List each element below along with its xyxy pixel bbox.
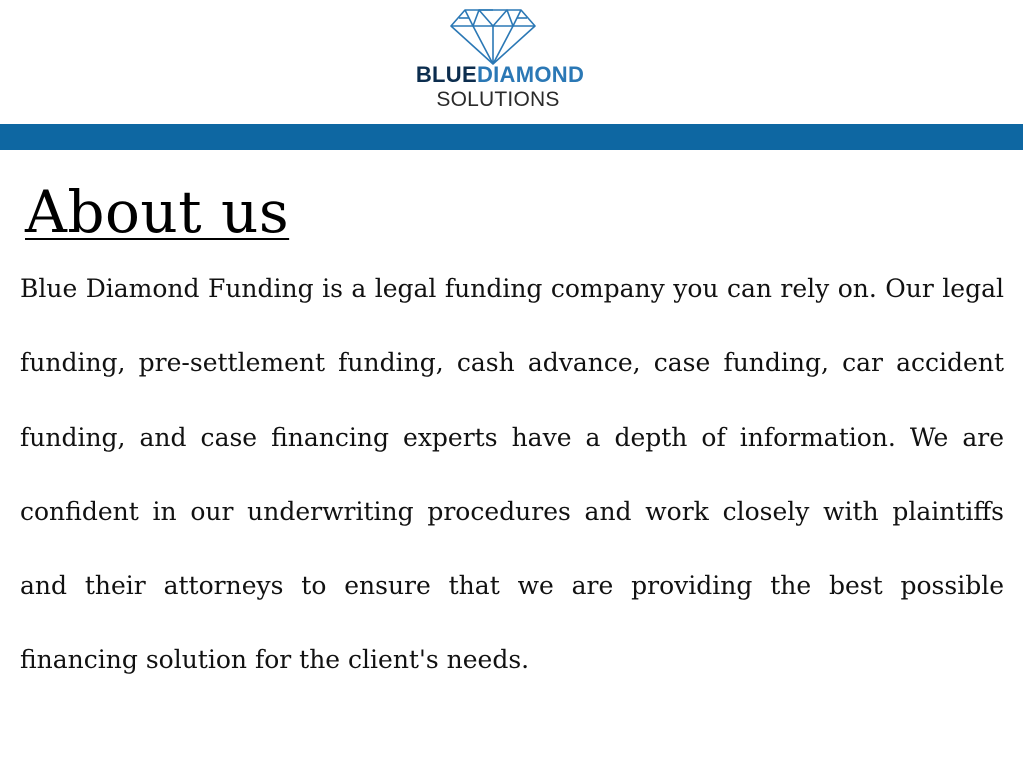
- about-paragraph: Blue Diamond Funding is a legal funding company you can rely on. Our legal funding, pre-settlement funding, cash advance, case funding, car accident funding, and case financing experts have a depth of information. We are confident in our underwriting procedures and work closely with plaintiffs and their attorneys to ensure that we are providing the best possible financing solution for the client's needs.: [20, 274, 1004, 675]
- page-title: About us: [25, 178, 290, 246]
- logo-word-blue: BLUE: [415, 62, 477, 87]
- logo-word-diamond: DIAMOND: [476, 62, 585, 87]
- company-logo: [395, 6, 605, 114]
- logo-subtitle: SOLUTIONS: [436, 88, 560, 111]
- diamond-icon: [449, 6, 537, 66]
- logo-wordmark: [395, 62, 605, 88]
- header-band: [0, 124, 1023, 150]
